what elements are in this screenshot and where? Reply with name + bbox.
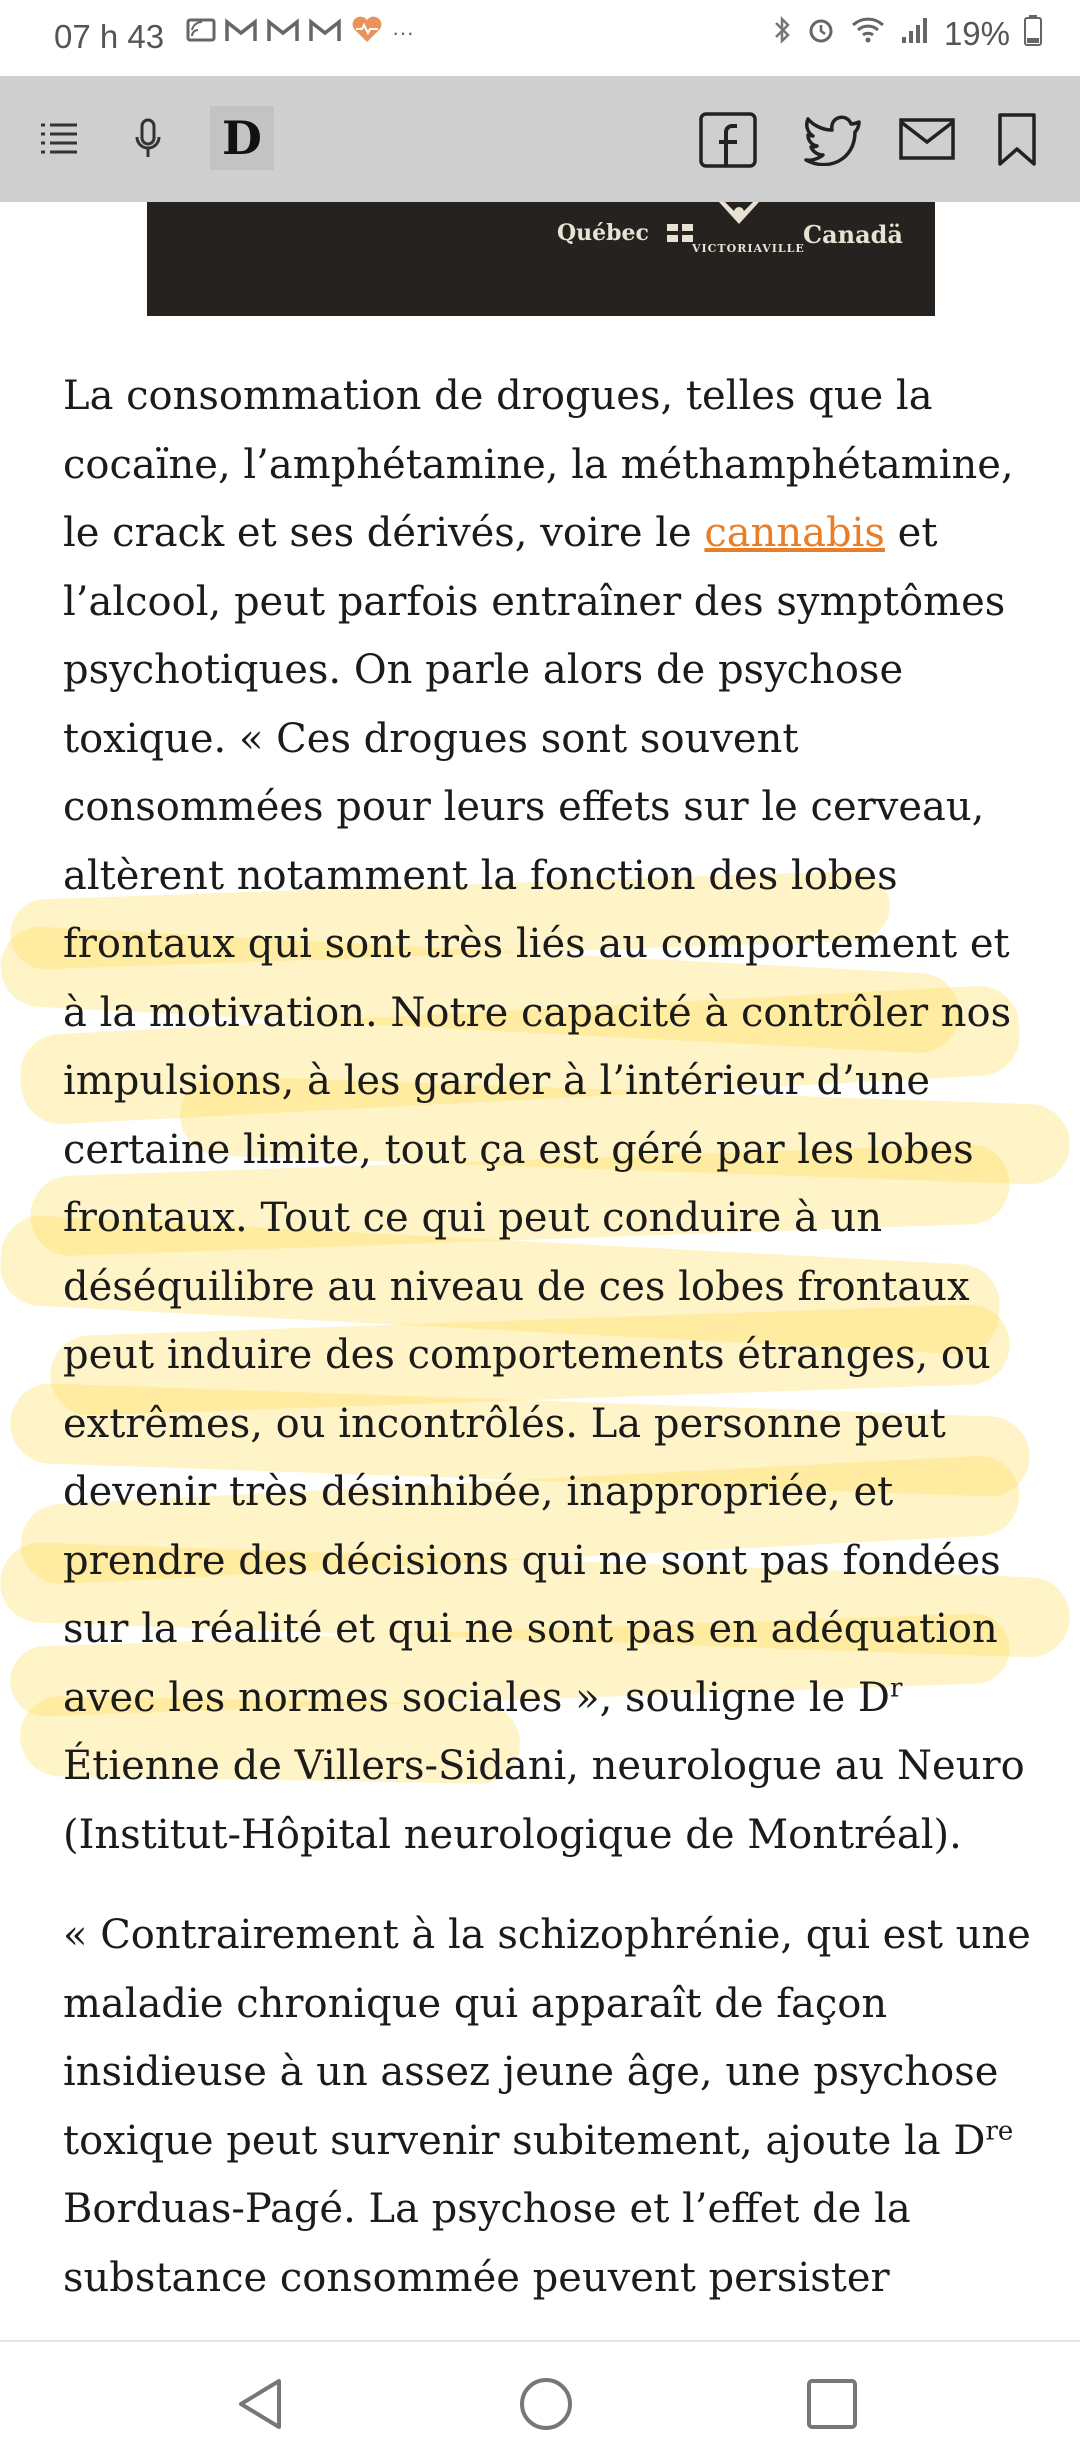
recents-icon[interactable] — [800, 2372, 864, 2436]
canada-wordmark: Canadä — [803, 220, 903, 249]
cast-icon — [186, 14, 216, 52]
bluetooth-icon — [772, 15, 792, 53]
facebook-icon[interactable] — [698, 110, 758, 170]
status-bar — [0, 0, 1080, 76]
wifi-icon — [850, 15, 886, 53]
content-fade — [0, 2320, 1080, 2340]
home-icon[interactable] — [514, 2372, 578, 2436]
back-icon[interactable] — [228, 2372, 292, 2436]
microphone-icon[interactable] — [128, 116, 168, 162]
victoriaville-emblem-icon — [713, 202, 765, 242]
sponsor-banner[interactable] — [147, 202, 935, 316]
quebec-logo-text: Québec — [557, 220, 649, 246]
cannabis-link[interactable]: cannabis — [704, 510, 885, 556]
mail-icon[interactable] — [898, 116, 956, 162]
alarm-icon — [806, 15, 836, 53]
system-icons — [772, 14, 1042, 54]
notification-icons — [186, 14, 414, 52]
victoriaville-logo-text: VICTORIAVILLE — [692, 242, 805, 255]
gmail-icon — [266, 14, 300, 52]
article-paragraph: La consommation de drogues, telles que la cocaïne, l’amphétamine, la méthamphétamine, le crack et ses dérivés, voire le cannabis et l’alcool, peut parfois entraîner des symptômes psychotiques. On parle alors de psychose toxique. « Ces drogues sont souvent consommées pour leurs effets sur le cerveau, altèrent notamment la fonction des lobes frontaux qui sont très liés au comportement et à la motivation. Notre capacité à contrôler nos impulsions, à les garder à l’intérieur d’une certaine limite, tout ça est géré par les lobes frontaux. Tout ce qui peut conduire à un déséquilibre au niveau de ces lobes frontaux peut induire des comportements étranges, ou extrêmes, ou incontrôlés. La personne peut devenir très désinhibée, inappropriée, et prendre des décisions qui ne sont pas fondées sur la réalité et qui ne sont pas en adéquation avec les normes sociales », souligne le $D^r$ Étienne de Villers-Sidani, neurologue au Neuro (Institut-Hôpital neurologique de Montréal). — [63, 373, 1025, 1858]
gmail-icon — [308, 14, 342, 52]
health-heart-icon — [350, 14, 384, 52]
article-body — [63, 362, 1033, 2344]
more-dots-icon: ··· — [392, 20, 414, 45]
article-toolbar — [0, 76, 1080, 202]
battery-icon — [1024, 14, 1042, 54]
quebec-flag-icon — [667, 224, 693, 246]
article-paragraph: « Contrairement à la schizophrénie, qui est une maladie chronique qui apparaît de façon insidieuse à un assez jeune âge, une psychose toxique peut survenir subitement, ajoute la Dre Borduas-Pagé. La psychose et l’effet de la substance consommée peuvent persister — [63, 1912, 1031, 2301]
signal-icon — [900, 15, 930, 53]
bookmark-icon[interactable] — [996, 112, 1038, 168]
gmail-icon — [224, 14, 258, 52]
battery-percent: 19% — [943, 15, 1010, 52]
system-nav-bar — [0, 2340, 1080, 2462]
le-devoir-logo[interactable]: D — [210, 106, 274, 170]
twitter-icon[interactable] — [802, 110, 864, 170]
status-time: 07 h 43 — [54, 18, 165, 55]
list-menu-icon[interactable] — [36, 116, 82, 162]
